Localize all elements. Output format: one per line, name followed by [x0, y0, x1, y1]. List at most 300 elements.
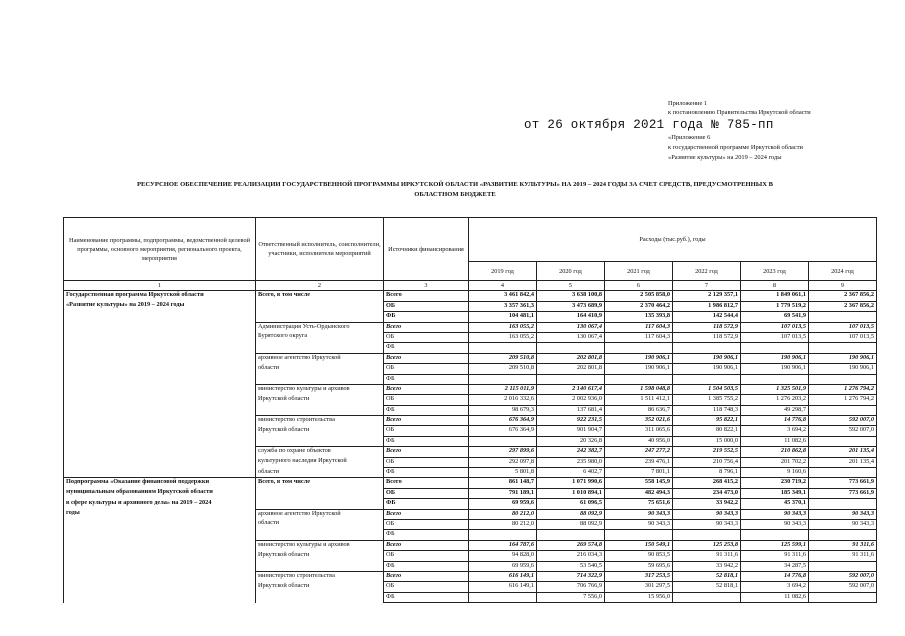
cell-value-2020: 242 382,7: [537, 447, 605, 457]
table-row: [64, 519, 877, 529]
cell-executor: [256, 530, 384, 540]
cell-executor: [256, 488, 384, 498]
cell-program-name: в сфере культуры и архивного дела» на 2019 – 2024: [64, 499, 256, 509]
table-row: [64, 447, 877, 457]
cell-source: Всего: [384, 540, 469, 550]
cell-value-2021: 190 906,1: [605, 364, 673, 374]
cell-source: ОБ: [384, 582, 469, 592]
cell-value-2019: 94 828,0: [469, 551, 537, 561]
head-year-2022: 2022 год: [673, 262, 741, 281]
cell-value-2022: 1 504 503,5: [673, 384, 741, 394]
column-number-3: 3: [384, 281, 469, 291]
cell-source: Всего: [384, 571, 469, 581]
cell-value-2021: 311 065,6: [605, 426, 673, 436]
cell-program-name: годы: [64, 509, 256, 519]
cell-source: ФБ: [384, 468, 469, 478]
head-expenses: Расходы (тыс.руб.), годы: [469, 218, 877, 262]
cell-value-2021: 482 494,3: [605, 488, 673, 498]
cell-value-2020: 2 002 936,0: [537, 395, 605, 405]
cell-value-2021: 15 956,0: [605, 592, 673, 602]
cell-program-name: [64, 322, 256, 332]
cell-value-2023: 14 776,8: [741, 416, 809, 426]
cell-value-2024: 201 135,4: [809, 447, 877, 457]
cell-executor: культурного наследия Иркутской: [256, 457, 384, 467]
cell-program-name: [64, 426, 256, 436]
cell-source: ОБ: [384, 488, 469, 498]
cell-value-2023: 185 349,1: [741, 488, 809, 498]
cell-value-2019: 616 149,1: [469, 582, 537, 592]
cell-value-2021: 190 906,1: [605, 353, 673, 363]
cell-value-2022: 52 818,1: [673, 571, 741, 581]
cell-program-name: [64, 364, 256, 374]
appendix-line-5: «Развитие культуры» на 2019 – 2024 годы: [668, 154, 782, 161]
cell-value-2023: 34 287,5: [741, 561, 809, 571]
head-source: Источники финансирования: [384, 218, 469, 281]
cell-executor: министерство культуры и архивов: [256, 540, 384, 550]
cell-executor: Иркутской области: [256, 582, 384, 592]
cell-value-2023: 210 862,8: [741, 447, 809, 457]
column-number-1: 1: [64, 281, 256, 291]
cell-value-2020: 20 326,8: [537, 436, 605, 446]
cell-value-2019: 69 959,6: [469, 499, 537, 509]
table-row: [64, 561, 877, 571]
cell-program-name: [64, 353, 256, 363]
table-row: [64, 551, 877, 561]
cell-executor: министерство строительства: [256, 571, 384, 581]
cell-value-2019: 292 097,8: [469, 457, 537, 467]
cell-program-name: [64, 312, 256, 322]
cell-value-2021: 75 651,6: [605, 499, 673, 509]
cell-value-2024: 90 343,3: [809, 519, 877, 529]
cell-value-2020: 269 574,8: [537, 540, 605, 550]
cell-value-2019: 791 189,1: [469, 488, 537, 498]
cell-value-2020: 7 556,0: [537, 592, 605, 602]
cell-executor: Всего, в том числе: [256, 478, 384, 488]
cell-value-2023: 125 599,1: [741, 540, 809, 550]
cell-value-2019: 616 149,1: [469, 571, 537, 581]
cell-executor: [256, 374, 384, 384]
cell-value-2021: 135 393,8: [605, 312, 673, 322]
cell-value-2019: 676 364,9: [469, 416, 537, 426]
cell-executor: министерство строительства: [256, 416, 384, 426]
cell-value-2022: 190 906,1: [673, 364, 741, 374]
table-row: [64, 322, 877, 332]
cell-value-2022: 268 415,2: [673, 478, 741, 488]
cell-value-2019: [469, 343, 537, 353]
cell-value-2024: 2 367 856,2: [809, 291, 877, 301]
head-name: Наименование программы, подпрограммы, ведомственной целевой программы, основного мероприятия, регионального проекта, мероприятия: [64, 218, 256, 281]
cell-value-2024: [809, 468, 877, 478]
cell-value-2024: 201 135,4: [809, 457, 877, 467]
cell-value-2021: [605, 530, 673, 540]
cell-program-name: [64, 582, 256, 592]
table-row: [64, 384, 877, 394]
cell-executor: Иркутской области: [256, 551, 384, 561]
cell-value-2020: 137 681,4: [537, 405, 605, 415]
cell-value-2022: 52 818,1: [673, 582, 741, 592]
cell-value-2020: 3 473 689,9: [537, 301, 605, 311]
title-line-2: ОБЛАСТНОМ БЮДЖЕТЕ: [414, 191, 496, 198]
cell-value-2024: [809, 592, 877, 602]
cell-value-2021: 239 476,1: [605, 457, 673, 467]
cell-executor: [256, 499, 384, 509]
cell-value-2022: 219 552,5: [673, 447, 741, 457]
cell-value-2024: [809, 374, 877, 384]
cell-executor: архивное агентство Иркутской: [256, 353, 384, 363]
cell-value-2023: 3 694,2: [741, 426, 809, 436]
cell-value-2024: 1 276 794,2: [809, 384, 877, 394]
table-row: [64, 571, 877, 581]
cell-source: Всего: [384, 353, 469, 363]
cell-source: ФБ: [384, 499, 469, 509]
cell-value-2024: 107 013,5: [809, 322, 877, 332]
title-line-1: РЕСУРСНОЕ ОБЕСПЕЧЕНИЕ РЕАЛИЗАЦИИ ГОСУДАРСТВЕННОЙ ПРОГРАММЫ ИРКУТСКОЙ ОБЛАСТИ «РАЗВИТИЕ КУЛЬТУРЫ» НА 2019 – 2024 ГОДЫ ЗА СЧЕТ СРЕДСТВ, ПРЕДУСМОТРЕННЫХ В: [136, 181, 774, 188]
cell-program-name: [64, 457, 256, 467]
appendix-line-1: Приложение 1: [668, 100, 708, 107]
cell-value-2021: 117 604,3: [605, 332, 673, 342]
cell-value-2021: 40 956,0: [605, 436, 673, 446]
cell-value-2020: 130 067,4: [537, 332, 605, 342]
cell-value-2022: [673, 530, 741, 540]
table-row: [64, 291, 877, 301]
cell-value-2022: 8 796,1: [673, 468, 741, 478]
cell-program-name: [64, 468, 256, 478]
table-row: [64, 353, 877, 363]
cell-value-2024: 592 007,0: [809, 416, 877, 426]
table-row: [64, 364, 877, 374]
cell-value-2021: 1 598 048,8: [605, 384, 673, 394]
cell-value-2020: 88 092,9: [537, 509, 605, 519]
cell-value-2022: 15 000,0: [673, 436, 741, 446]
table-row: [64, 530, 877, 540]
table-row: [64, 343, 877, 353]
cell-value-2024: 190 906,1: [809, 353, 877, 363]
table-row: [64, 468, 877, 478]
cell-value-2021: 59 695,6: [605, 561, 673, 571]
document-title: [40, 180, 870, 200]
cell-value-2022: [673, 374, 741, 384]
cell-value-2022: 118 572,9: [673, 332, 741, 342]
cell-program-name: Подпрограмма «Оказание финансовой поддержки: [64, 478, 256, 488]
cell-value-2020: 714 322,9: [537, 571, 605, 581]
cell-source: Всего: [384, 291, 469, 301]
cell-source: ОБ: [384, 332, 469, 342]
cell-value-2023: 45 370,1: [741, 499, 809, 509]
cell-source: ОБ: [384, 551, 469, 561]
cell-value-2022: 80 822,1: [673, 426, 741, 436]
cell-value-2020: 61 096,5: [537, 499, 605, 509]
cell-value-2024: [809, 530, 877, 540]
cell-executor: Бурятского округа: [256, 332, 384, 342]
cell-source: ОБ: [384, 395, 469, 405]
cell-executor: Администрация Усть-Ордынского: [256, 322, 384, 332]
cell-source: ФБ: [384, 530, 469, 540]
table-row: [64, 457, 877, 467]
cell-value-2023: 49 298,7: [741, 405, 809, 415]
head-year-2021: 2021 год: [605, 262, 673, 281]
cell-executor: [256, 592, 384, 602]
cell-value-2024: 91 311,6: [809, 551, 877, 561]
cell-value-2019: 3 357 361,3: [469, 301, 537, 311]
cell-value-2023: 11 082,6: [741, 436, 809, 446]
cell-value-2023: 3 694,2: [741, 582, 809, 592]
cell-value-2020: 3 638 100,8: [537, 291, 605, 301]
cell-value-2023: 91 311,6: [741, 551, 809, 561]
table-row: [64, 374, 877, 384]
cell-value-2019: 164 787,6: [469, 540, 537, 550]
cell-program-name: «Развитие культуры» на 2019 – 2024 годы: [64, 301, 256, 311]
cell-source: ФБ: [384, 405, 469, 415]
cell-source: ФБ: [384, 343, 469, 353]
appendix-line-4: к государственной программе Иркутской области: [668, 144, 803, 151]
cell-value-2021: 1 511 412,1: [605, 395, 673, 405]
cell-program-name: [64, 540, 256, 550]
cell-value-2021: 2 370 464,2: [605, 301, 673, 311]
cell-program-name: [64, 571, 256, 581]
cell-value-2019: 2 016 332,6: [469, 395, 537, 405]
cell-program-name: [64, 519, 256, 529]
cell-value-2021: 90 343,3: [605, 519, 673, 529]
cell-program-name: [64, 395, 256, 405]
cell-value-2021: 352 021,6: [605, 416, 673, 426]
cell-source: ФБ: [384, 374, 469, 384]
cell-value-2021: 558 145,9: [605, 478, 673, 488]
cell-value-2024: 592 007,0: [809, 582, 877, 592]
table-row: [64, 426, 877, 436]
cell-source: Всего: [384, 478, 469, 488]
table-row: [64, 312, 877, 322]
cell-value-2024: 90 343,3: [809, 509, 877, 519]
cell-value-2022: 91 311,6: [673, 551, 741, 561]
cell-value-2021: 86 636,7: [605, 405, 673, 415]
cell-value-2019: 163 055,2: [469, 322, 537, 332]
cell-value-2024: 592 007,0: [809, 426, 877, 436]
cell-source: ОБ: [384, 426, 469, 436]
cell-value-2019: 98 679,3: [469, 405, 537, 415]
cell-source: Всего: [384, 509, 469, 519]
column-number-6: 6: [605, 281, 673, 291]
cell-value-2023: [741, 374, 809, 384]
cell-source: ФБ: [384, 436, 469, 446]
cell-value-2019: [469, 374, 537, 384]
column-numbers-row: [64, 281, 877, 291]
cell-executor: [256, 436, 384, 446]
cell-value-2022: 95 822,1: [673, 416, 741, 426]
cell-value-2021: [605, 374, 673, 384]
cell-value-2023: 69 541,9: [741, 312, 809, 322]
cell-source: Всего: [384, 447, 469, 457]
cell-value-2023: 1 276 203,2: [741, 395, 809, 405]
cell-value-2019: [469, 530, 537, 540]
cell-value-2024: 2 367 856,2: [809, 301, 877, 311]
cell-value-2023: 230 719,2: [741, 478, 809, 488]
cell-value-2024: 773 661,9: [809, 478, 877, 488]
cell-value-2024: [809, 561, 877, 571]
cell-value-2019: [469, 592, 537, 602]
cell-value-2022: 190 906,1: [673, 353, 741, 363]
cell-program-name: Государственная программа Иркутской области: [64, 291, 256, 301]
cell-value-2024: 1 276 794,2: [809, 395, 877, 405]
cell-source: Всего: [384, 416, 469, 426]
table-row: [64, 405, 877, 415]
cell-value-2021: 7 801,1: [605, 468, 673, 478]
cell-program-name: [64, 592, 256, 602]
cell-value-2022: 234 473,0: [673, 488, 741, 498]
cell-value-2019: 2 115 011,9: [469, 384, 537, 394]
cell-value-2023: 11 082,6: [741, 592, 809, 602]
column-number-4: 4: [469, 281, 537, 291]
cell-executor: области: [256, 519, 384, 529]
cell-source: ФБ: [384, 592, 469, 602]
cell-value-2022: 125 253,8: [673, 540, 741, 550]
cell-value-2019: 5 801,8: [469, 468, 537, 478]
cell-executor: [256, 343, 384, 353]
column-number-9: 9: [809, 281, 877, 291]
cell-value-2022: [673, 592, 741, 602]
head-executor: Ответственный исполнитель, соисполнители, участники, исполнители мероприятий: [256, 218, 384, 281]
table-row: [64, 332, 877, 342]
cell-value-2020: 1 010 894,1: [537, 488, 605, 498]
cell-value-2024: [809, 499, 877, 509]
table-row: [64, 592, 877, 602]
cell-source: ОБ: [384, 364, 469, 374]
cell-executor: Всего, в том числе: [256, 291, 384, 301]
cell-value-2023: [741, 530, 809, 540]
cell-value-2024: [809, 343, 877, 353]
cell-value-2024: [809, 436, 877, 446]
table-row: [64, 395, 877, 405]
cell-source: ОБ: [384, 457, 469, 467]
head-year-2024: 2024 год: [809, 262, 877, 281]
cell-value-2022: 90 343,3: [673, 519, 741, 529]
cell-program-name: муниципальным образованиям Иркутской области: [64, 488, 256, 498]
cell-value-2020: 216 034,3: [537, 551, 605, 561]
head-year-2019: 2019 год: [469, 262, 537, 281]
cell-value-2024: [809, 405, 877, 415]
cell-value-2019: 104 481,1: [469, 312, 537, 322]
cell-executor: [256, 405, 384, 415]
cell-source: Всего: [384, 384, 469, 394]
cell-value-2024: 773 661,9: [809, 488, 877, 498]
cell-value-2020: 901 904,7: [537, 426, 605, 436]
cell-value-2022: 33 942,2: [673, 499, 741, 509]
cell-value-2021: 117 604,3: [605, 322, 673, 332]
cell-program-name: [64, 436, 256, 446]
cell-value-2021: 150 549,1: [605, 540, 673, 550]
cell-program-name: [64, 416, 256, 426]
cell-value-2023: 107 013,5: [741, 332, 809, 342]
cell-value-2020: 235 980,0: [537, 457, 605, 467]
cell-value-2021: 301 297,5: [605, 582, 673, 592]
cell-value-2020: 1 071 990,6: [537, 478, 605, 488]
cell-source: ФБ: [384, 561, 469, 571]
table-row: [64, 436, 877, 446]
cell-program-name: [64, 530, 256, 540]
cell-value-2024: [809, 312, 877, 322]
cell-value-2023: 1 779 519,2: [741, 301, 809, 311]
cell-value-2020: 922 231,5: [537, 416, 605, 426]
cell-value-2024: 107 013,5: [809, 332, 877, 342]
cell-value-2020: [537, 374, 605, 384]
cell-value-2023: 90 343,3: [741, 519, 809, 529]
cell-value-2019: 209 510,8: [469, 353, 537, 363]
cell-value-2019: [469, 436, 537, 446]
cell-value-2022: 1 385 755,2: [673, 395, 741, 405]
cell-value-2019: 69 959,6: [469, 561, 537, 571]
cell-value-2022: 33 942,2: [673, 561, 741, 571]
cell-program-name: [64, 405, 256, 415]
cell-value-2023: 201 702,2: [741, 457, 809, 467]
cell-executor: [256, 312, 384, 322]
cell-executor: архивное агентство Иркутской: [256, 509, 384, 519]
cell-value-2019: 80 212,0: [469, 509, 537, 519]
cell-executor: [256, 561, 384, 571]
cell-value-2023: 1 325 501,9: [741, 384, 809, 394]
cell-value-2019: 163 055,2: [469, 332, 537, 342]
appendix-line-3: «Приложение 6: [668, 134, 711, 141]
cell-value-2023: [741, 343, 809, 353]
cell-value-2020: 202 801,8: [537, 364, 605, 374]
cell-value-2021: 247 277,2: [605, 447, 673, 457]
cell-source: ОБ: [384, 301, 469, 311]
table-row: [64, 488, 877, 498]
cell-program-name: [64, 561, 256, 571]
cell-program-name: [64, 447, 256, 457]
table-row: [64, 540, 877, 550]
cell-source: Всего: [384, 322, 469, 332]
cell-value-2020: 2 140 617,4: [537, 384, 605, 394]
table-row: [64, 416, 877, 426]
cell-value-2020: 88 092,9: [537, 519, 605, 529]
cell-value-2020: 6 402,7: [537, 468, 605, 478]
cell-value-2020: [537, 343, 605, 353]
cell-value-2019: 209 510,8: [469, 364, 537, 374]
cell-value-2020: [537, 530, 605, 540]
cell-value-2023: 14 776,8: [741, 571, 809, 581]
cell-value-2023: 107 013,5: [741, 322, 809, 332]
cell-value-2022: 210 756,4: [673, 457, 741, 467]
cell-executor: Иркутской области: [256, 426, 384, 436]
cell-value-2019: 861 148,7: [469, 478, 537, 488]
cell-value-2023: 90 343,3: [741, 509, 809, 519]
cell-value-2020: 202 801,8: [537, 353, 605, 363]
cell-value-2019: 297 899,6: [469, 447, 537, 457]
cell-value-2022: 2 129 357,1: [673, 291, 741, 301]
cell-value-2023: 1 849 061,1: [741, 291, 809, 301]
head-year-2023: 2023 год: [741, 262, 809, 281]
cell-value-2022: 90 343,3: [673, 509, 741, 519]
resource-table: [63, 217, 877, 603]
appendix-line-2: к постановлению Правительства Иркутской области: [668, 109, 811, 116]
cell-program-name: [64, 374, 256, 384]
column-number-5: 5: [537, 281, 605, 291]
cell-value-2022: 118 748,3: [673, 405, 741, 415]
cell-program-name: [64, 384, 256, 394]
column-number-7: 7: [673, 281, 741, 291]
table-row: [64, 582, 877, 592]
column-number-2: 2: [256, 281, 384, 291]
cell-value-2019: 3 461 842,4: [469, 291, 537, 301]
cell-value-2023: 190 906,1: [741, 353, 809, 363]
cell-source: ОБ: [384, 519, 469, 529]
table-row: [64, 301, 877, 311]
cell-value-2024: 91 311,6: [809, 540, 877, 550]
column-number-8: 8: [741, 281, 809, 291]
cell-value-2021: 90 343,3: [605, 509, 673, 519]
cell-source: ФБ: [384, 312, 469, 322]
cell-program-name: [64, 332, 256, 342]
cell-value-2020: 164 410,9: [537, 312, 605, 322]
